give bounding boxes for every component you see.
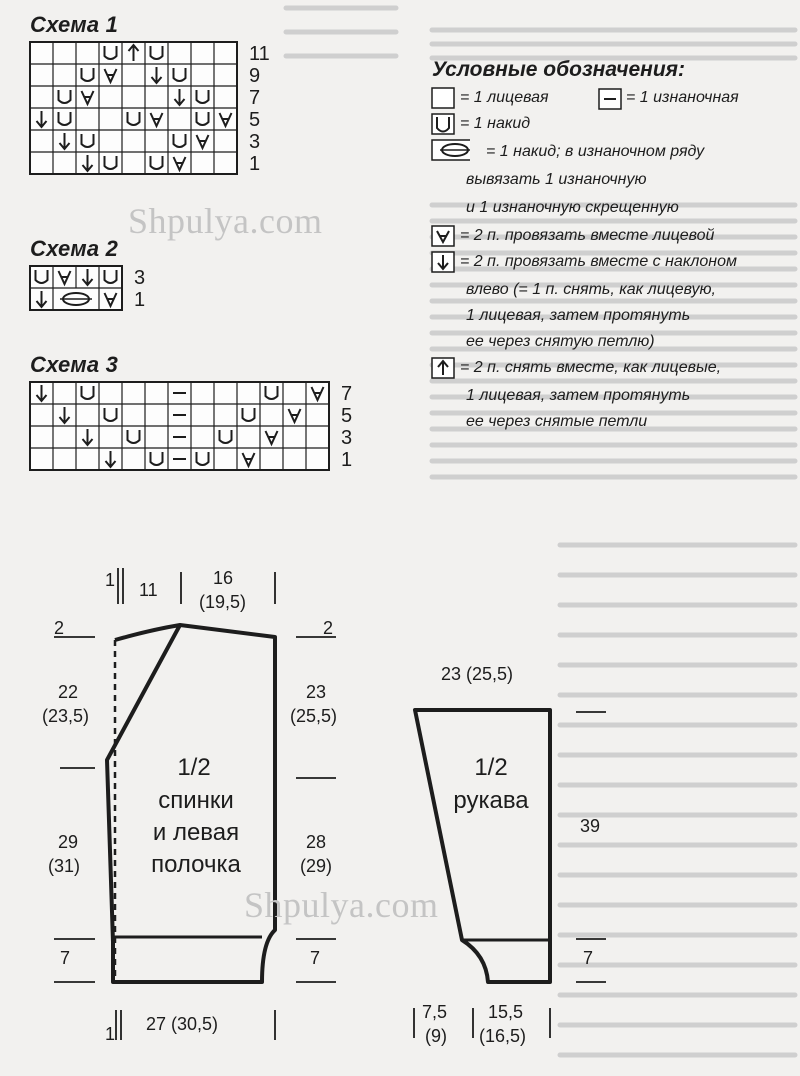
row-number: 7 bbox=[341, 383, 353, 405]
row-number: 3 bbox=[249, 131, 261, 153]
back-dim-left-22-alt: (23,5) bbox=[42, 706, 90, 726]
back-label-4: полочка bbox=[151, 851, 241, 878]
back-dim-top-16-alt: (19,5) bbox=[199, 592, 247, 612]
scheme-1-title: Схема 1 bbox=[30, 12, 119, 37]
back-dim-top-16: 16 bbox=[213, 568, 234, 588]
scheme-2-title: Схема 2 bbox=[30, 236, 119, 261]
legend-knit: = 1 лицевая bbox=[460, 89, 549, 106]
sleeve-label-1: 1/2 bbox=[474, 754, 508, 781]
back-dim-right-28: 28 bbox=[306, 832, 327, 852]
back-dim-right-28-alt: (29) bbox=[300, 856, 333, 876]
row-number: 1 bbox=[341, 449, 353, 471]
row-number: 1 bbox=[249, 153, 261, 175]
back-dim-left-29-alt: (31) bbox=[48, 856, 81, 876]
back-dim-right-7: 7 bbox=[310, 948, 321, 968]
legend-ssk-1: = 2 п. провязать вместе с наклоном bbox=[460, 253, 737, 270]
sleeve-dim-bottom-75-alt: (9) bbox=[425, 1026, 447, 1046]
legend-ssk-4: ее через снятую петлю) bbox=[466, 333, 655, 350]
row-number: 11 bbox=[249, 43, 270, 65]
back-dim-bottom-27: 27 (30,5) bbox=[146, 1014, 219, 1034]
row-number: 9 bbox=[249, 65, 261, 87]
back-dim-bottom-1: 1 bbox=[105, 1024, 116, 1044]
back-dim-left-2: 2 bbox=[54, 618, 65, 638]
sleeve-dim-right-39: 39 bbox=[580, 816, 601, 836]
legend-purl: = 1 изнаночная bbox=[626, 89, 739, 106]
sleeve-dim-bottom-155: 15,5 bbox=[488, 1002, 524, 1022]
watermark-bottom: Shpulya.com bbox=[244, 885, 439, 925]
back-dim-top-1: 1 bbox=[105, 570, 116, 590]
legend-yo-special-3: и 1 изнаночную скрещенную bbox=[466, 199, 679, 216]
legend-yo: = 1 накид bbox=[460, 115, 531, 132]
sleeve-dim-bottom-75: 7,5 bbox=[422, 1002, 448, 1022]
watermark-top: Shpulya.com bbox=[128, 201, 323, 241]
back-dim-right-2: 2 bbox=[323, 618, 334, 638]
legend-yo-special-1: = 1 накид; в изнаночном ряду bbox=[486, 143, 705, 160]
row-number: 3 bbox=[134, 267, 146, 289]
back-dim-left-22: 22 bbox=[58, 682, 79, 702]
back-dim-top-11: 11 bbox=[139, 580, 158, 600]
scheme-3-title: Схема 3 bbox=[30, 352, 119, 377]
legend-ssk-3: 1 лицевая, затем протянуть bbox=[466, 307, 691, 324]
sleeve-piece-outline bbox=[415, 710, 550, 982]
sleeve-dimension-ticks bbox=[414, 712, 606, 1038]
legend-ssk-2: влево (= 1 п. снять, как лицевую, bbox=[466, 281, 716, 298]
legend-sk2-2: 1 лицевая, затем протянуть bbox=[466, 387, 691, 404]
row-number: 7 bbox=[249, 87, 261, 109]
back-dim-right-23: 23 bbox=[306, 682, 327, 702]
sleeve-dim-top: 23 (25,5) bbox=[441, 664, 514, 684]
back-label-2: спинки bbox=[158, 787, 234, 814]
back-dim-right-23-alt: (25,5) bbox=[290, 706, 338, 726]
back-label-1: 1/2 bbox=[177, 754, 211, 781]
legend-yo-special-2: вывязать 1 изнаночную bbox=[466, 171, 647, 188]
legend-title: Условные обозначения: bbox=[432, 58, 686, 81]
sleeve-label-2: рукава bbox=[453, 787, 529, 814]
back-dim-left-29: 29 bbox=[58, 832, 79, 852]
legend-sk2-3: ее через снятые петли bbox=[466, 413, 648, 430]
legend-sk2-1: = 2 п. снять вместе, как лицевые, bbox=[460, 359, 722, 376]
sleeve-dim-bottom-155-alt: (16,5) bbox=[479, 1026, 527, 1046]
legend-k2tog: = 2 п. провязать вместе лицевой bbox=[460, 227, 715, 244]
row-number: 5 bbox=[249, 109, 261, 131]
sleeve-dim-right-7: 7 bbox=[583, 948, 594, 968]
row-number: 1 bbox=[134, 289, 146, 311]
row-number: 3 bbox=[341, 427, 353, 449]
back-dim-left-7: 7 bbox=[60, 948, 71, 968]
back-label-3: и левая bbox=[152, 819, 240, 846]
row-number: 5 bbox=[341, 405, 353, 427]
